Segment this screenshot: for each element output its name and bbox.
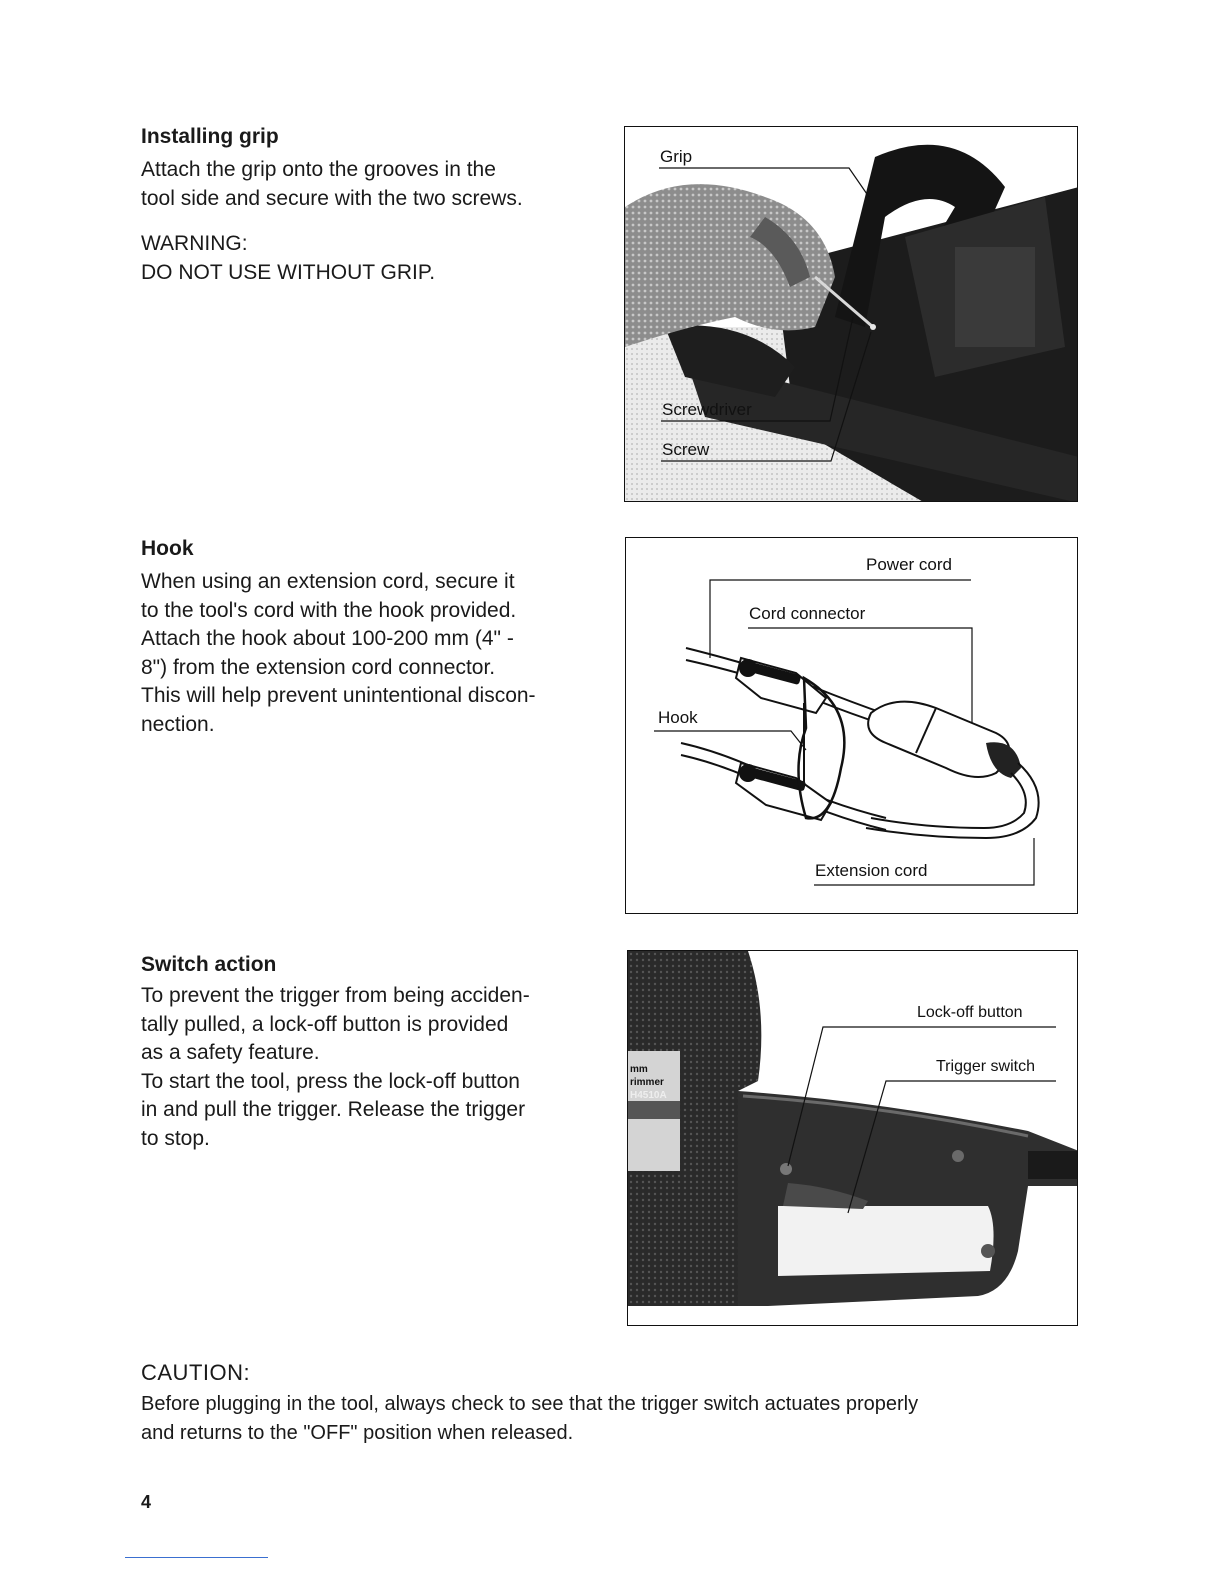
- caution-text: [141, 1390, 1091, 1447]
- switch-figure: [627, 950, 1078, 1326]
- switch-text-line: To start the tool, press the lock-off button: [141, 1069, 520, 1093]
- grip-text-line: tool side and secure with the two screws.: [141, 186, 523, 210]
- hook-text-line: This will help prevent unintentional discon-: [141, 684, 536, 707]
- tool-badge-line: rimmer: [630, 1077, 664, 1088]
- switch-text-line: To prevent the trigger from being acciden-: [141, 984, 530, 1007]
- hook-text-line: to the tool's cord with the hook provided.: [141, 598, 517, 622]
- hook-figure: [625, 537, 1078, 914]
- hook-text-line: When using an extension cord, secure it: [141, 570, 515, 593]
- power-cord-label: Power cord: [866, 555, 952, 574]
- extension-cord-label: Extension cord: [815, 861, 928, 880]
- caution-text-line: and returns to the "OFF" position when released.: [141, 1421, 574, 1444]
- hook-text: [141, 568, 594, 739]
- grip-text-line: Attach the grip onto the grooves in the: [141, 158, 496, 181]
- tool-badge-line: H4510A: [630, 1090, 667, 1101]
- cord-connector-label: Cord connector: [749, 604, 866, 623]
- hook-text-line: Attach the hook about 100-200 mm (4" -: [141, 627, 514, 650]
- lock-off-label: Lock-off button: [917, 1004, 1023, 1021]
- grip-heading: Installing grip: [141, 125, 279, 148]
- footer-rule: [125, 1557, 268, 1558]
- caution-text-line: Before plugging in the tool, always check to see that the trigger switch actuates properly: [141, 1393, 919, 1415]
- grip-warning-title: WARNING:: [141, 232, 248, 255]
- switch-text-line: to stop.: [141, 1126, 210, 1150]
- switch-text-line: in and pull the trigger. Release the trigger: [141, 1098, 526, 1121]
- hook-heading: Hook: [141, 537, 194, 560]
- caution-title: CAUTION:: [141, 1360, 251, 1385]
- switch-text-line: tally pulled, a lock-off button is provided: [141, 1012, 509, 1036]
- grip-text: [141, 156, 594, 213]
- screwdriver-label: Screwdriver: [662, 400, 752, 419]
- grip-figure: [624, 126, 1078, 502]
- switch-text: [141, 982, 594, 1153]
- hook-text-line: 8") from the extension cord connector.: [141, 655, 496, 679]
- trigger-label: Trigger switch: [936, 1058, 1035, 1075]
- grip-label: Grip: [660, 147, 693, 166]
- grip-warning-text: DO NOT USE WITHOUT GRIP.: [141, 261, 436, 284]
- switch-text-line: as a safety feature.: [141, 1041, 320, 1064]
- hook-label: Hook: [658, 708, 698, 727]
- page-number: 4: [141, 1492, 152, 1512]
- switch-heading: Switch action: [141, 953, 277, 976]
- tool-badge: [630, 1063, 667, 1102]
- hook-text-line: nection.: [141, 712, 215, 736]
- screw-label: Screw: [662, 440, 710, 459]
- tool-badge-line: mm: [630, 1064, 648, 1075]
